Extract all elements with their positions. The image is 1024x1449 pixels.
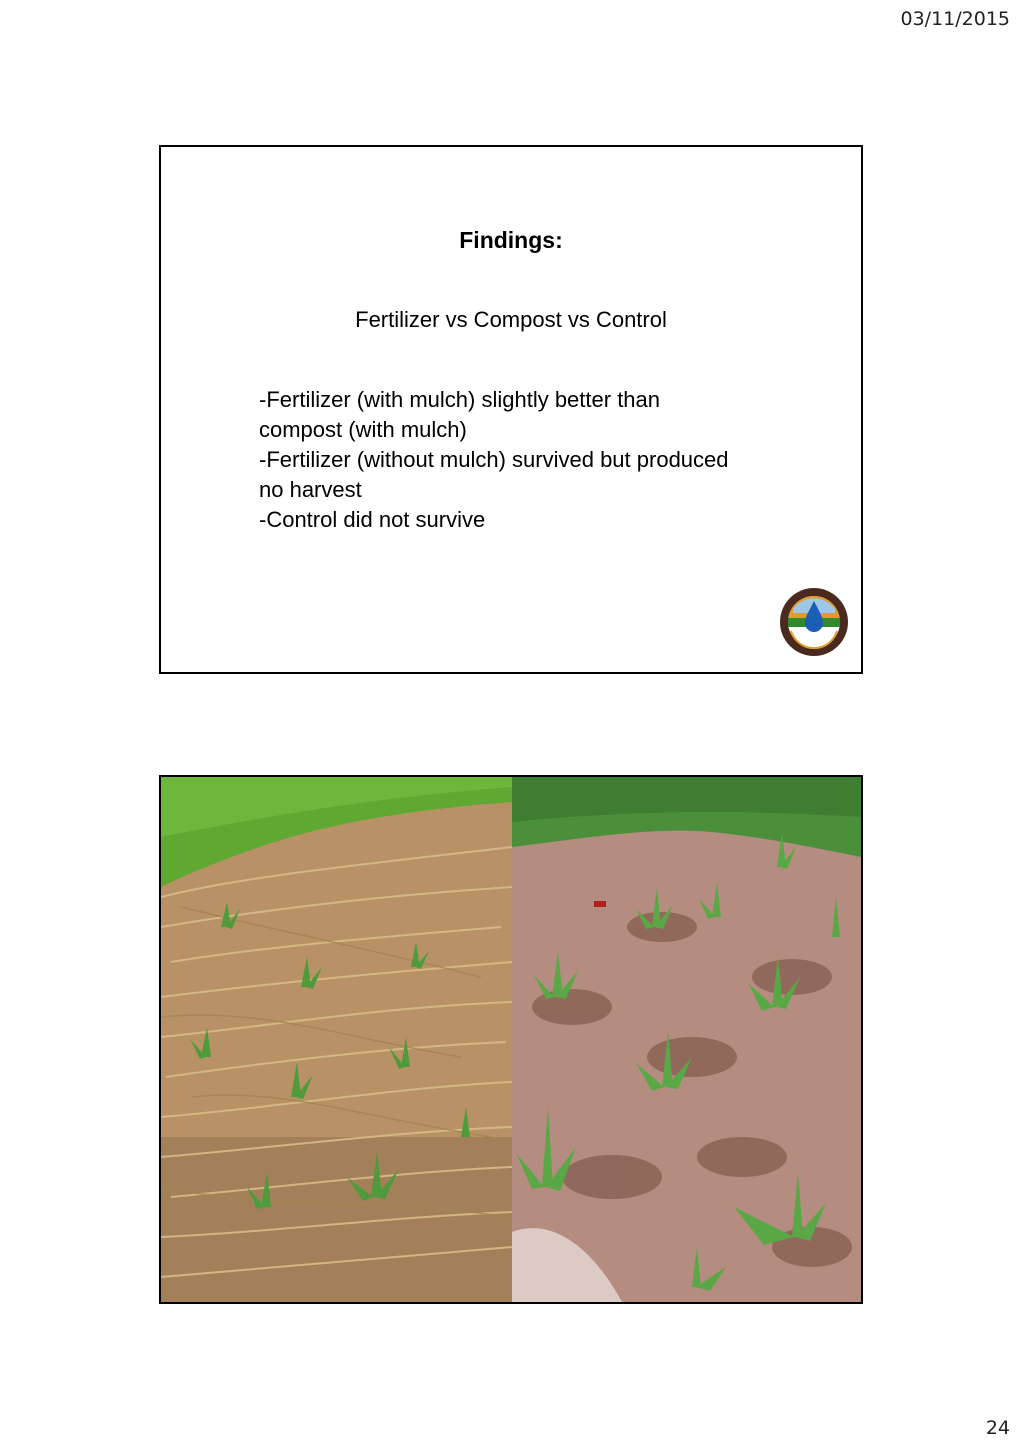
page-number: 24 [985, 1417, 1010, 1439]
slide-title: Findings: [459, 227, 563, 253]
slide-findings [159, 145, 863, 674]
finding-item: -Fertilizer (with mulch) slightly better than compost (with mulch) [259, 387, 661, 442]
findings-list [259, 385, 729, 535]
slide-field-photos [159, 775, 863, 1304]
finding-item: -Fertilizer (without mulch) survived but produced no harvest [259, 447, 729, 502]
water-drop-logo-icon [779, 587, 849, 657]
page-date: 03/11/2015 [900, 8, 1010, 30]
bare-soil-plot-photo [512, 777, 861, 1302]
finding-item: -Control did not survive [259, 507, 486, 532]
mulched-plot-photo [161, 777, 512, 1302]
slide-subtitle: Fertilizer vs Compost vs Control [355, 307, 667, 332]
